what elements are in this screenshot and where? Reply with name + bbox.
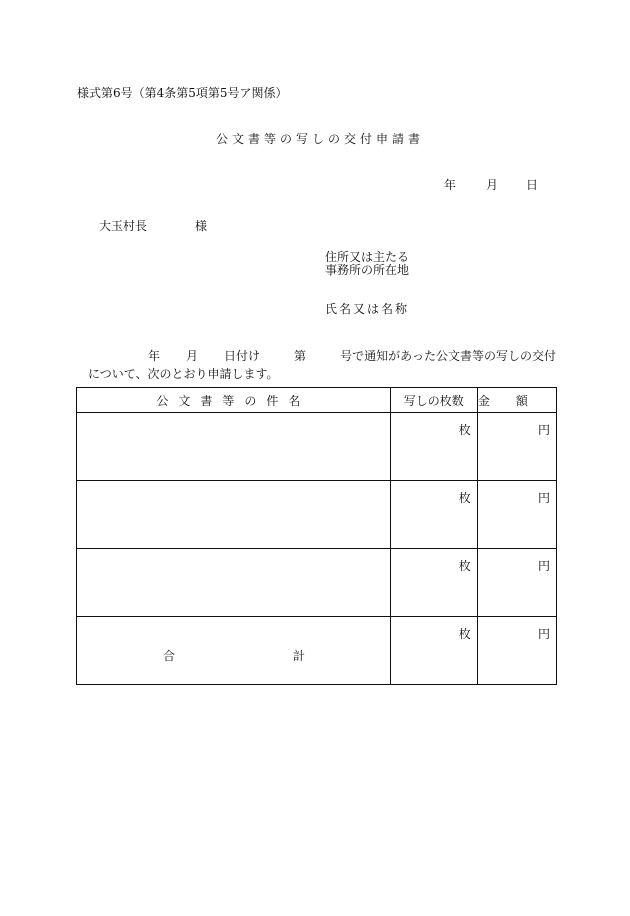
amount-unit: 円 [537,491,550,505]
applicant-address-label [325,251,409,277]
addressee-name: 大玉村長 [99,219,148,233]
table-total-row [77,617,557,685]
form-number: 様式第6号（第4条第5項第5号ア関係） [77,86,288,100]
body-day-label: 日付け [224,349,261,363]
address-label-line1: 住所又は主たる [325,250,410,264]
amount-unit: 円 [537,423,550,437]
application-date [444,176,538,193]
copies-unit: 枚 [458,423,471,437]
body-text-rest: 号で通知があった公文書等の写しの交付 [340,349,556,363]
header-amount [477,388,556,413]
body-line-1 [148,347,556,364]
body-month: 月 [186,349,199,363]
table-row [77,413,557,481]
amount-cell[interactable] [477,413,556,481]
amount-cell[interactable] [477,481,556,549]
document-title: 公文書等の写しの交付申請書 [216,132,425,146]
applicant-name-label: 氏名又は名称 [325,302,410,316]
header-amount-kin: 金 [477,393,490,408]
total-amount-cell[interactable] [477,617,556,685]
copies-cell[interactable] [390,481,477,549]
date-day: 日 [526,178,539,192]
document-name-cell[interactable] [77,549,391,617]
header-copies: 写しの枚数 [390,388,477,413]
header-document-name: 公文書等の件名 [77,388,391,413]
copies-unit: 枚 [458,559,471,573]
body-number-prefix: 第 [294,349,307,363]
body-line-2: について、次のとおり申請します。 [88,367,279,381]
amount-unit: 円 [537,627,550,641]
copies-cell[interactable] [390,413,477,481]
addressee [99,217,207,234]
body-year: 年 [148,349,161,363]
date-month: 月 [486,178,499,192]
copies-unit: 枚 [458,627,471,641]
total-label-2: 計 [293,649,306,663]
total-label-1: 合 [163,649,176,663]
document-name-cell[interactable] [77,481,391,549]
address-label-line2: 事務所の所在地 [325,263,410,277]
document-items-table [76,387,557,685]
copies-unit: 枚 [458,491,471,505]
copies-cell[interactable] [390,549,477,617]
amount-unit: 円 [537,559,550,573]
total-copies-cell[interactable] [390,617,477,685]
table-row [77,481,557,549]
table-header-row [77,388,557,413]
document-name-cell[interactable] [77,413,391,481]
header-amount-gaku: 額 [515,393,528,408]
date-year: 年 [444,178,457,192]
addressee-honorific: 様 [195,219,208,233]
total-label-cell [77,617,391,685]
table-row [77,549,557,617]
amount-cell[interactable] [477,549,556,617]
